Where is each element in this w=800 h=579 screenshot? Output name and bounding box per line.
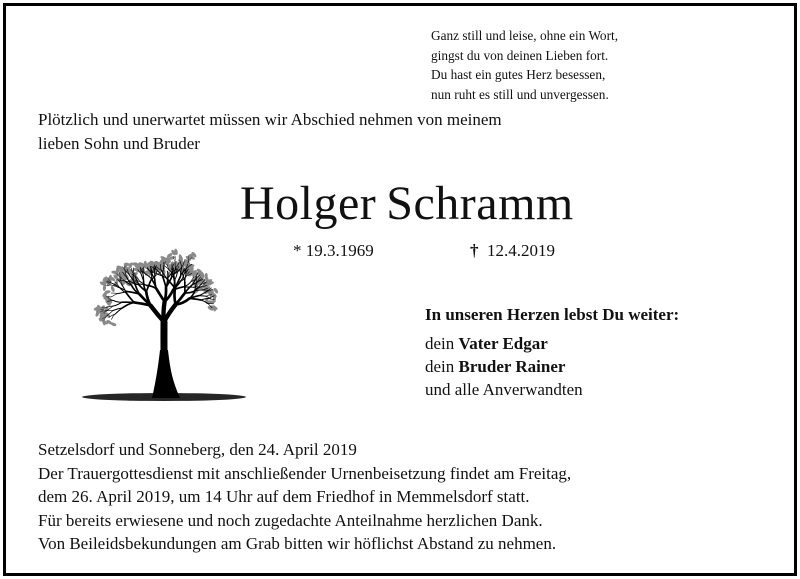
deceased-name <box>240 174 574 234</box>
last-name: Schramm <box>386 177 574 230</box>
tree-icon <box>64 200 254 405</box>
intro-line: lieben Sohn und Bruder <box>38 134 200 153</box>
mourner-name: Vater Edgar <box>458 334 548 353</box>
mourners-heading: In unseren Herzen lebst Du weiter: <box>425 305 680 324</box>
footer-line: dem 26. April 2019, um 14 Uhr auf dem Friedhof in Memmelsdorf statt. <box>38 487 530 506</box>
mourner-name: Bruder Rainer <box>458 357 566 376</box>
footer-line: Von Beileidsbekundungen am Grab bitten wir höflichst Abstand zu nehmen. <box>38 534 557 553</box>
intro-line: Plötzlich und unerwartet müssen wir Abschied nehmen von meinem <box>38 110 502 129</box>
mourners-block <box>425 303 679 401</box>
cross-icon: † <box>470 241 479 260</box>
footer-text <box>38 438 571 556</box>
poem-line: gingst du von deinen Lieben fort. <box>431 47 609 63</box>
death-date <box>470 241 555 261</box>
mourner-row: und alle Anverwandten <box>425 380 583 399</box>
death-date-value: 12.4.2019 <box>487 241 555 260</box>
footer-line: Für bereits erwiesene und noch zugedachte Anteilnahme herzlichen Dank. <box>38 510 543 530</box>
birth-date: * 19.3.1969 <box>293 241 374 260</box>
poem-line: Ganz still und leise, ohne ein Wort, <box>431 28 619 43</box>
first-name: Holger <box>240 177 377 230</box>
mourner-row: dein Vater Edgar <box>425 334 548 353</box>
mourner-row: dein Bruder Rainer <box>425 357 566 376</box>
poem <box>431 26 618 104</box>
footer-line: Der Trauergottesdienst mit anschließender Urnenbeisetzung findet am Freitag, <box>38 463 572 483</box>
intro-text <box>38 108 502 156</box>
poem-line: nun ruht es still und unvergessen. <box>431 86 609 102</box>
poem-line: Du hast ein gutes Herz besessen, <box>431 67 606 82</box>
place-date-line: Setzelsdorf und Sonneberg, den 24. April 2019 <box>38 440 357 459</box>
